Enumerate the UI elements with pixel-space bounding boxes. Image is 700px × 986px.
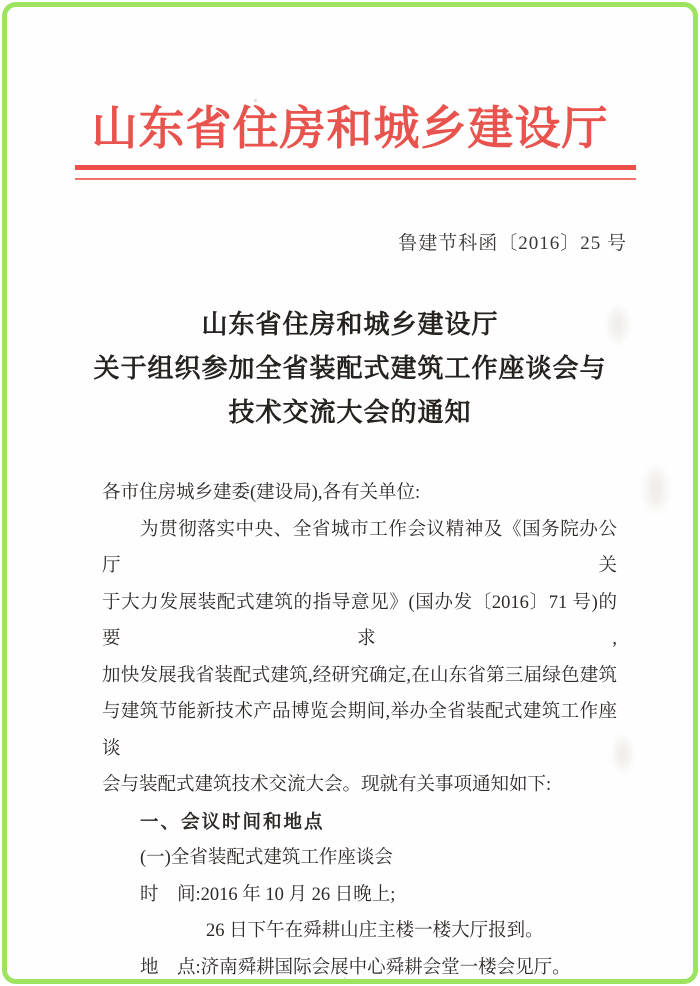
document-number: 鲁建节科函〔2016〕25 号 (398, 233, 627, 254)
scan-speck (480, 930, 482, 932)
section-1-heading: 一、会议时间和地点 (140, 810, 325, 832)
letterhead-rule-thin (75, 178, 636, 180)
item-1-heading: (一)全省装配式建筑工作座谈会 (140, 848, 393, 868)
document-title-line-2: 关于组织参加全省装配式建筑工作座谈会与 (93, 354, 607, 383)
letterhead-rule-thick (75, 165, 636, 170)
ink-bleedthrough-artifact (611, 733, 635, 775)
registration-line: 26 日下午在舜耕山庄主楼一楼大厅报到。 (206, 921, 544, 941)
salutation-line: 各市住房城乡建委(建设局),各有关单位: (102, 483, 421, 503)
meeting-time-line: 时 间:2016 年 10 月 26 日晚上; (140, 884, 396, 905)
paragraph-line-3: 加快发展我省装配式建筑,经研究确定,在山东省第三届绿色建筑 (102, 665, 617, 686)
paragraph-line-1: 为贯彻落实中央、全省城市工作会议精神及《国务院办公厅关 (102, 519, 617, 576)
scanned-document-page (2, 2, 698, 984)
scan-speck (254, 99, 257, 102)
ink-bleedthrough-artifact (641, 463, 671, 515)
letterhead-agency-name: 山东省住房和城乡建设厅 (91, 103, 609, 154)
document-title-line-3: 技术交流大会的通知 (228, 398, 472, 427)
document-title (7, 303, 693, 435)
meeting-location-line: 地 点:济南舜耕国际会展中心舜耕会堂一楼会见厅。 (140, 957, 571, 978)
document-body (7, 475, 693, 984)
paragraph-line-5: 会与装配式建筑技术交流大会。现就有关事项通知如下: (102, 775, 552, 795)
paragraph-line-2: 于大力发展装配式建筑的指导意见》(国办发〔2016〕71 号)的要求, (102, 592, 617, 649)
document-title-line-1: 山东省住房和城乡建设厅 (201, 310, 499, 339)
ink-bleedthrough-artifact (605, 303, 631, 347)
scan-speck (275, 965, 278, 968)
scan-speck (344, 977, 346, 979)
paragraph-line-4: 与建筑节能新技术产品博览会期间,举办全省装配式建筑工作座谈 (102, 702, 617, 759)
